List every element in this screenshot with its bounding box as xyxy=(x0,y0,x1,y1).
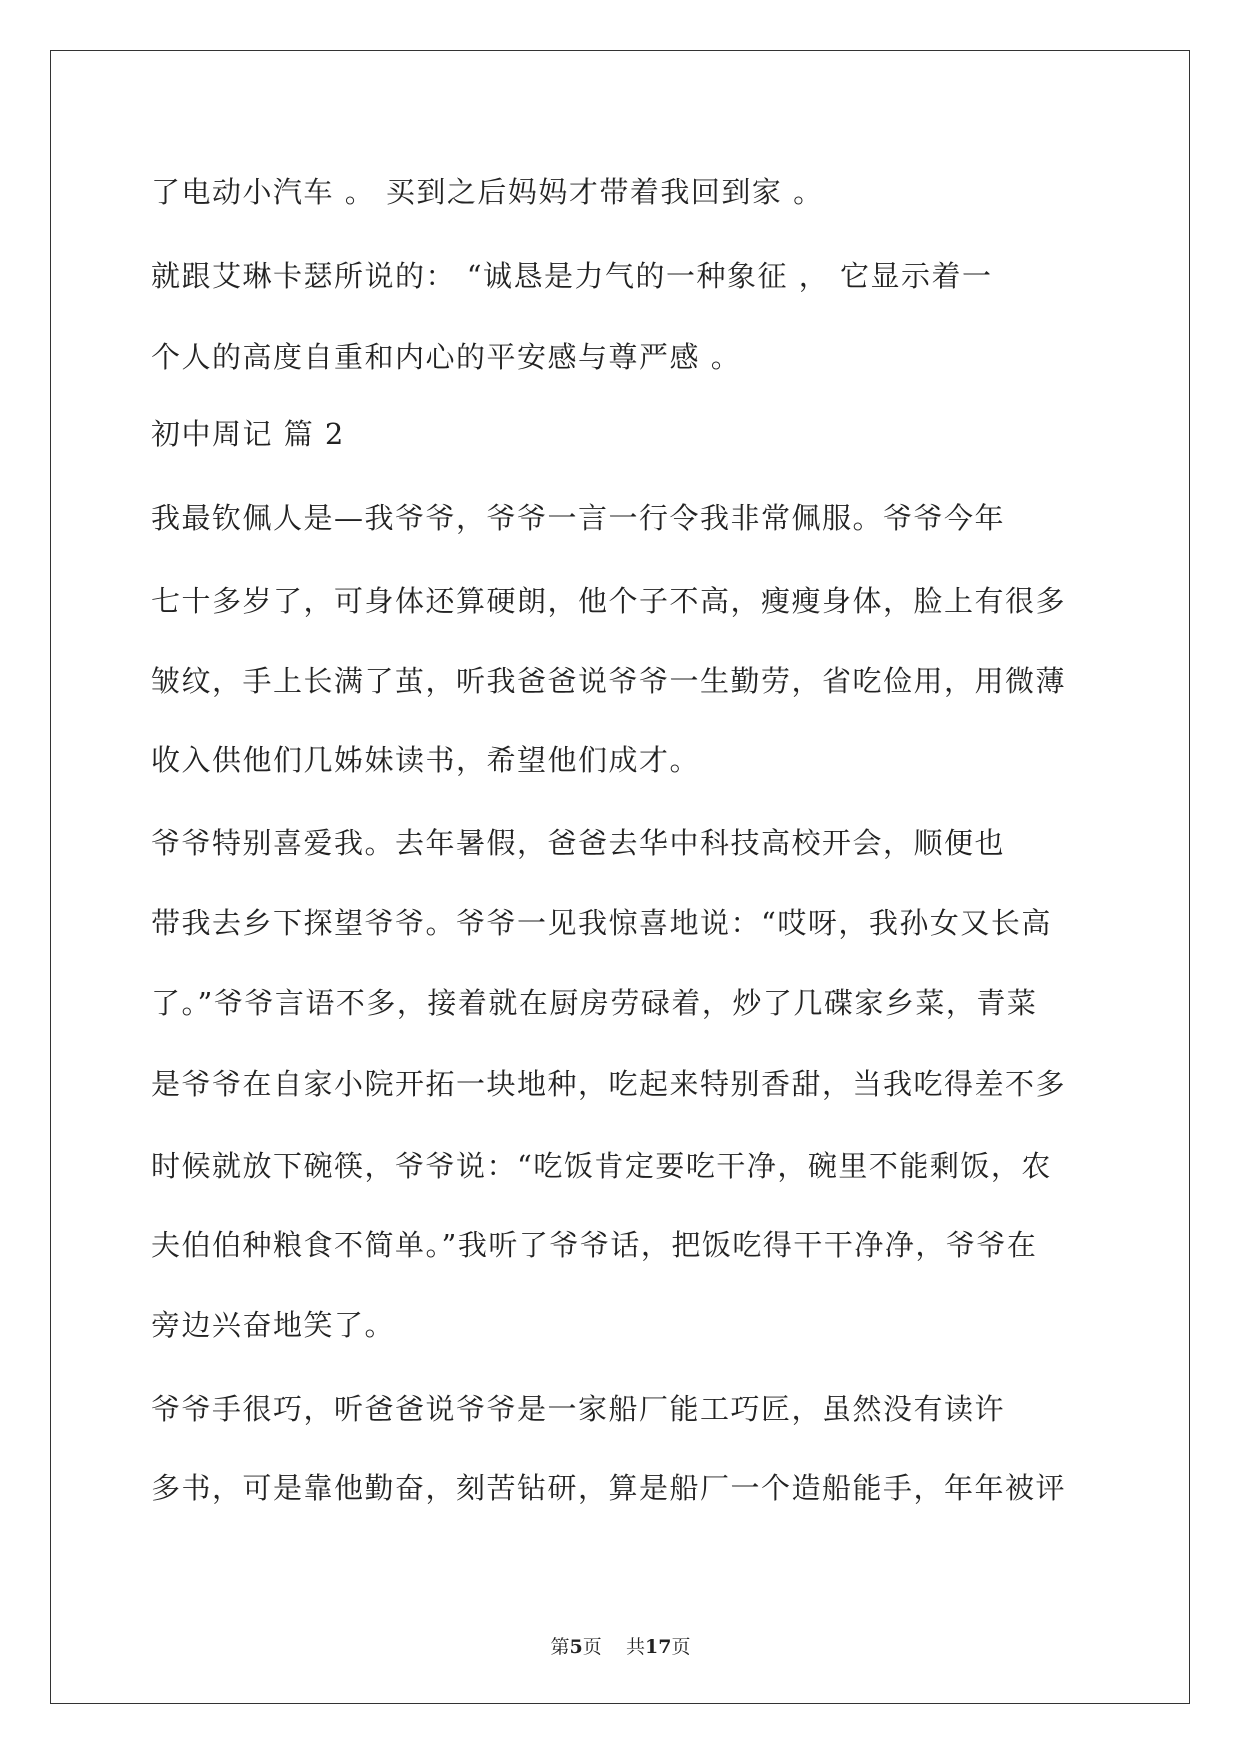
text-line: 旁边兴奋地笑了。 xyxy=(151,1308,396,1342)
footer-total-prefix: 共 xyxy=(625,1636,645,1658)
text-line: 我最钦佩人是—我爷爷，爷爷一言一行令我非常佩服。爷爷今年 xyxy=(151,501,1006,535)
text-line: 夫伯伯种粮食不简单。”我听了爷爷话，把饭吃得干干净净，爷爷在 xyxy=(151,1228,1038,1262)
page-border xyxy=(50,50,1190,1704)
text-line: 爷爷特别喜爱我。去年暑假，爸爸去华中科技高校开会，顺便也 xyxy=(151,826,1006,860)
text-line: 是爷爷在自家小院开拓一块地种，吃起来特别香甜，当我吃得差不多 xyxy=(151,1067,1067,1101)
footer-prefix: 第 xyxy=(550,1636,570,1658)
current-page-number: 5 xyxy=(569,1636,583,1658)
text-line: 带我去乡下探望爷爷。爷爷一见我惊喜地说：“哎呀，我孙女又长高 xyxy=(151,906,1052,940)
text-line: 收入供他们几姊妹读书，希望他们成才。 xyxy=(151,743,701,777)
total-page-count: 17 xyxy=(644,1636,672,1658)
text-line: 爷爷手很巧，听爸爸说爷爷是一家船厂能工巧匠，虽然没有读许 xyxy=(151,1392,1006,1426)
text-line: 个人的高度自重和内心的平安感与尊严感 。 xyxy=(151,340,742,374)
text-line: 皱纹，手上长满了茧，听我爸爸说爷爷一生勤劳，省吃俭用，用微薄 xyxy=(151,664,1067,698)
text-line: 时候就放下碗筷，爷爷说：“吃饭肯定要吃干净，碗里不能剩饭，农 xyxy=(151,1149,1052,1183)
text-line: 七十多岁了，可身体还算硬朗，他个子不高，瘦瘦身体，脸上有很多 xyxy=(151,584,1067,618)
footer-total-unit: 页 xyxy=(671,1636,691,1658)
footer-page-unit: 页 xyxy=(582,1636,602,1658)
text-line: 就跟艾琳卡瑟所说的： “诚恳是力气的一种象征 ， 它显示着一 xyxy=(151,259,993,293)
text-line: 了电动小汽车 。 买到之后妈妈才带着我回到家 。 xyxy=(151,175,824,209)
text-line: 多书，可是靠他勤奋，刻苦钻研，算是船厂一个造船能手，年年被评 xyxy=(151,1471,1067,1505)
page-footer xyxy=(0,1634,1241,1660)
section-heading: 初中周记 篇 2 xyxy=(151,417,345,451)
text-line: 了。”爷爷言语不多，接着就在厨房劳碌着，炒了几碟家乡菜，青菜 xyxy=(151,986,1038,1020)
